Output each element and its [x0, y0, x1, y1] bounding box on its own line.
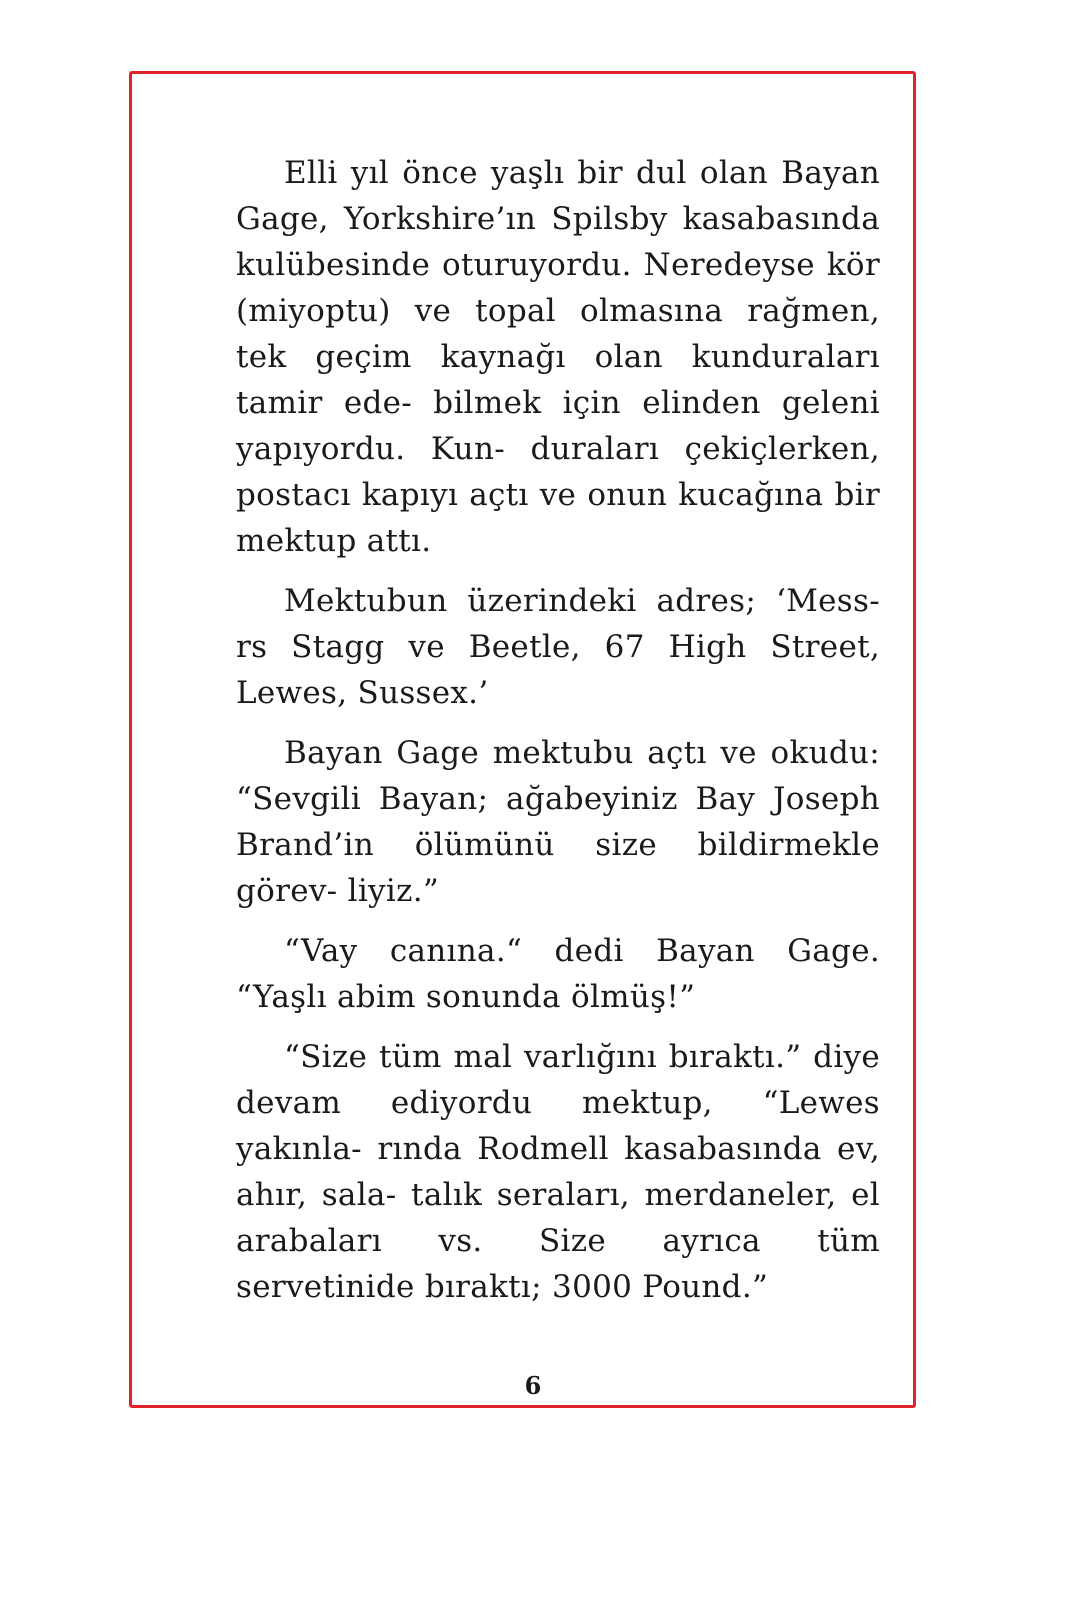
paragraph-3: Bayan Gage mektubu açtı ve okudu: “Sevgili Bayan; ağabeyiniz Bay Joseph Brand’in ölümünü size bildirmekle görev- liyiz.”	[236, 735, 880, 909]
paragraph-4: “Vay canına.“ dedi Bayan Gage. “Yaşlı abim sonunda ölmüş!”	[236, 933, 880, 1015]
paragraph-2: Mektubun üzerindeki adres; ‘Mess- rs Stagg ve Beetle, 67 High Street, Lewes, Sussex.’	[236, 583, 880, 711]
paragraph-5: “Size tüm mal varlığını bıraktı.” diye devam ediyordu mektup, “Lewes yakınla- rında Rodmell kasabasında ev, ahır, sala- talık seraları, merdaneler, el arabaları vs. Size ayrıca tüm servetinide bıraktı; 3000 Pound.”	[236, 1039, 880, 1305]
page-number: 6	[524, 1371, 542, 1400]
paragraph-1: Elli yıl önce yaşlı bir dul olan Bayan Gage, Yorkshire’ın Spilsby kasabasında kulübesinde oturuyordu. Neredeyse kör (miyoptu) ve topal olmasına rağmen, tek geçim kaynağı olan kunduraları tamir ede- bilmek için elinden geleni yapıyordu. Kun- duraları çekiçlerken, postacı kapıyı açtı ve onun kucağına bir mektup attı.	[236, 155, 880, 559]
body-text	[236, 150, 880, 1324]
